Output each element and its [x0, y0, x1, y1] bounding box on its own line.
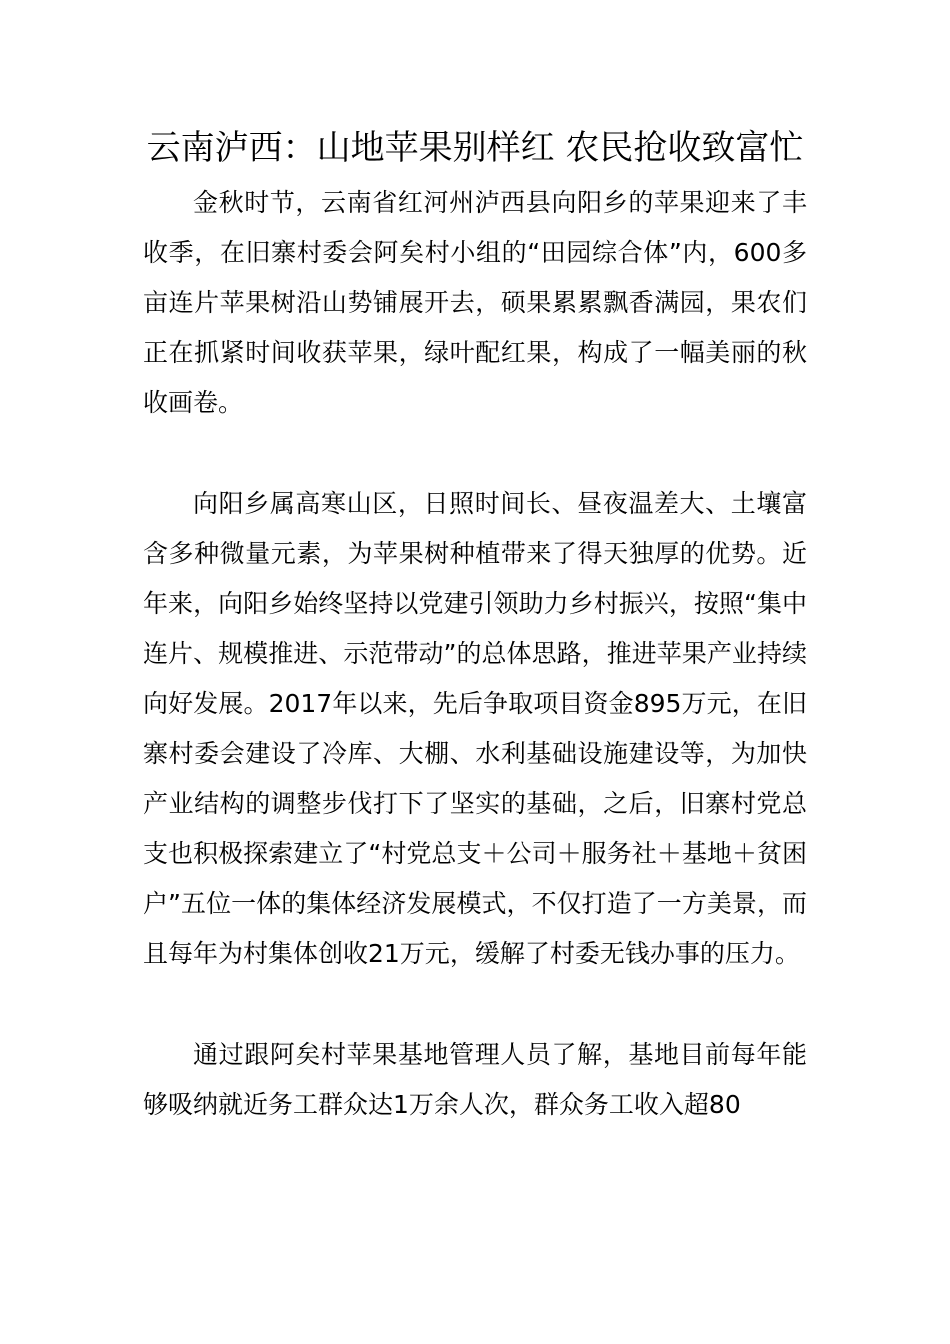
- paragraph-harvest-scene: 金秋时节，云南省红河州泸西县向阳乡的苹果迎来了丰收季，在旧寨村委会阿矣村小组的“田园综合体”内，600多亩连片苹果树沿山势铺展开去，硕果累累飘香满园，果农们正在抓紧时间收获苹果，绿叶配红果，构成了一幅美丽的秋收画卷。: [143, 188, 807, 417]
- paragraph-industry-development: 向阳乡属高寒山区，日照时间长、昼夜温差大、土壤富含多种微量元素，为苹果树种植带来了得天独厚的优势。近年来，向阳乡始终坚持以党建引领助力乡村振兴，按照“集中连片、规模推进、示范带动”的总体思路，推进苹果产业持续向好发展。2017年以来，先后争取项目资金895万元，在旧寨村委会建设了冷库、大棚、水利基础设施建设等，为加快产业结构的调整步伐打下了坚实的基础，之后，旧寨村党总支也积极探索建立了“村党总支＋公司＋服务社＋基地＋贫困户”五位一体的集体经济发展模式，不仅打造了一方美景，而且每年为村集体创收21万元，缓解了村委无钱办事的压力。: [143, 489, 807, 968]
- document-body: [143, 124, 807, 1130]
- document-title: 云南泸西：山地苹果别样红 农民抢收致富忙: [146, 128, 804, 168]
- paragraph-employment: 通过跟阿矣村苹果基地管理人员了解，基地目前每年能够吸纳就近务工群众达1万余人次，群众务工收入超80: [143, 1040, 807, 1119]
